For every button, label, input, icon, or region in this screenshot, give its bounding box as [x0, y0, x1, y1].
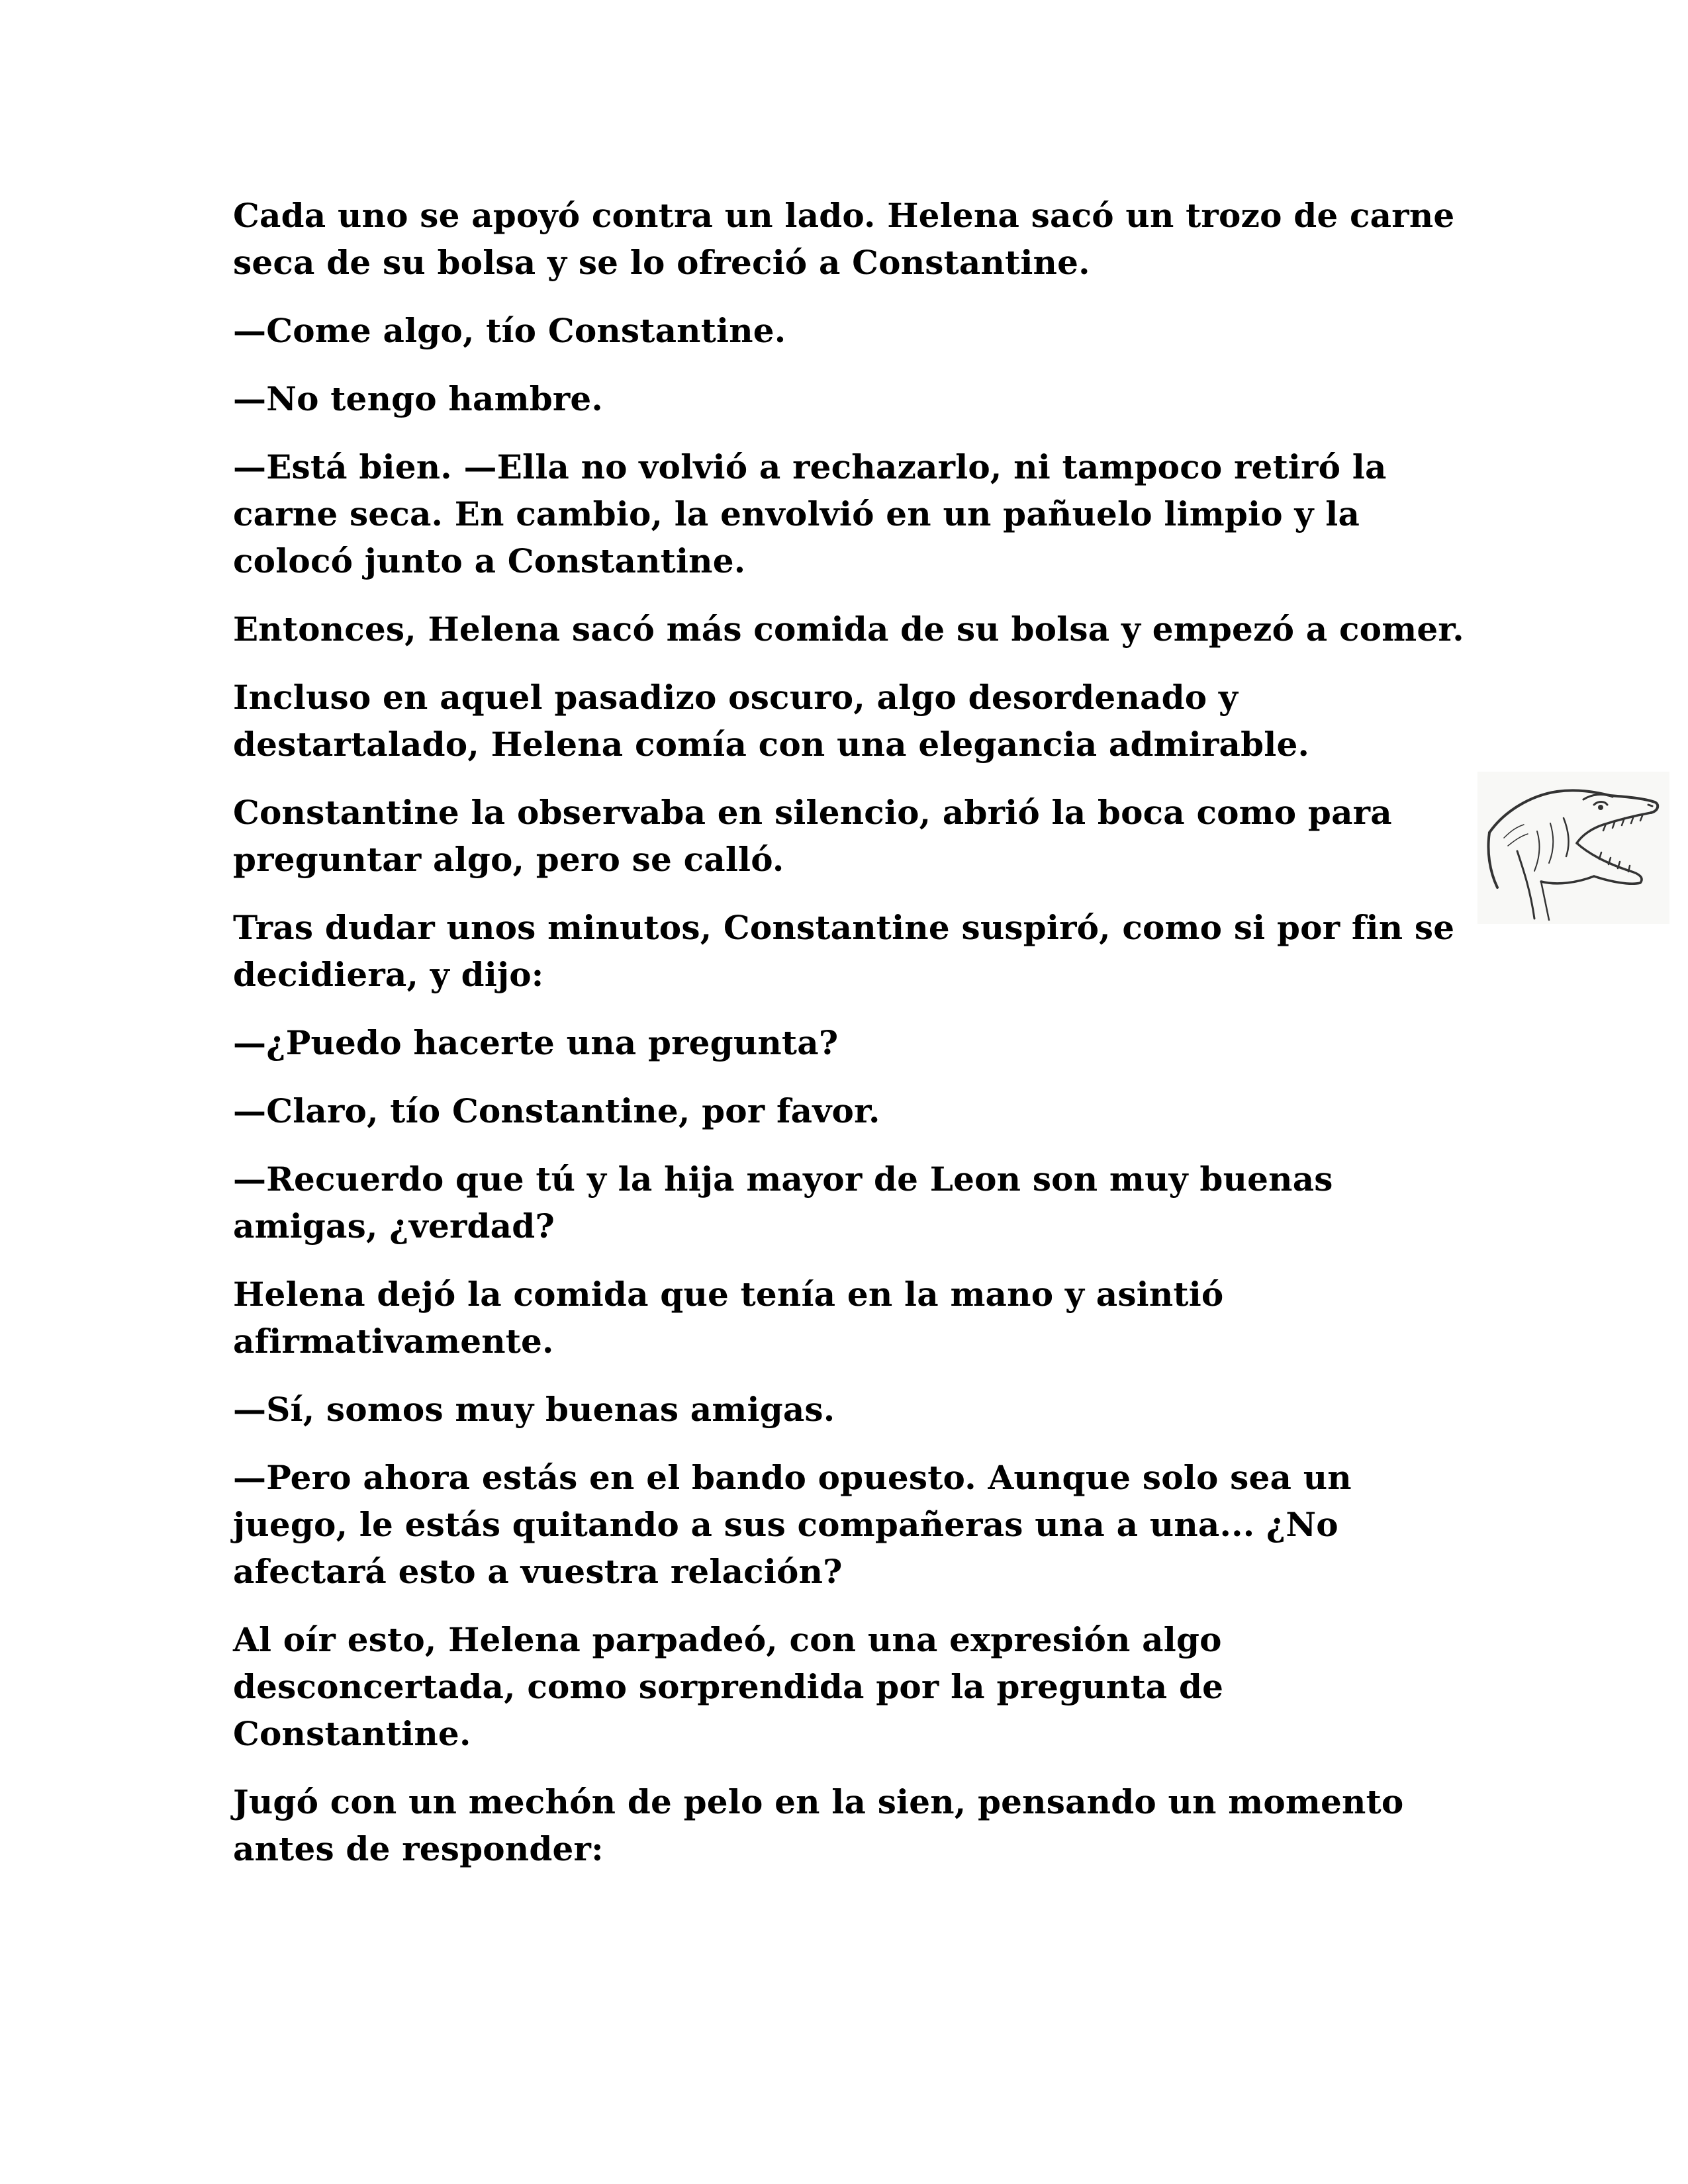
paragraph-5: Entonces, Helena sacó más comida de su bolsa y empezó a comer. [233, 610, 1464, 649]
paragraph-4: —Está bien. —Ella no volvió a rechazarlo, ni tampoco retiró la carne seca. En cambio, la envolvió en un pañuelo limpio y la colocó junto a Constantine. [233, 447, 1387, 580]
text-column [233, 192, 1464, 1893]
paragraph-16: Jugó con un mechón de pelo en la sien, pensando un momento antes de responder: [233, 1782, 1404, 1868]
paragraph-1: Cada uno se apoyó contra un lado. Helena sacó un trozo de carne seca de su bolsa y se lo ofreció a Constantine. [233, 196, 1455, 282]
paragraph-2: —Come algo, tío Constantine. [233, 311, 786, 350]
dinosaur-head-sketch-icon [1477, 772, 1669, 924]
paragraph-7: Constantine la observaba en silencio, abrió la boca como para preguntar algo, pero se calló. [233, 793, 1392, 879]
paragraph-14: —Pero ahora estás en el bando opuesto. Aunque solo sea un juego, le estás quitando a sus compañeras una a una... ¿No afectará esto a vuestra relación? [233, 1458, 1352, 1591]
paragraph-15: Al oír esto, Helena parpadeó, con una expresión algo desconcertada, como sorprendida por la pregunta de Constantine. [233, 1620, 1224, 1753]
paragraph-3: —No tengo hambre. [233, 379, 604, 418]
paragraph-6: Incluso en aquel pasadizo oscuro, algo desordenado y destartalado, Helena comía con una elegancia admirable. [233, 678, 1310, 764]
paragraph-9: —¿Puedo hacerte una pregunta? [233, 1023, 839, 1062]
paragraph-8: Tras dudar unos minutos, Constantine suspiró, como si por fin se decidiera, y dijo: [233, 908, 1455, 994]
paragraph-12: Helena dejó la comida que tenía en la mano y asintió afirmativamente. [233, 1275, 1224, 1361]
paragraph-13: —Sí, somos muy buenas amigas. [233, 1390, 835, 1429]
paragraph-10: —Claro, tío Constantine, por favor. [233, 1091, 880, 1130]
paragraph-11: —Recuerdo que tú y la hija mayor de Leon son muy buenas amigas, ¿verdad? [233, 1160, 1333, 1246]
